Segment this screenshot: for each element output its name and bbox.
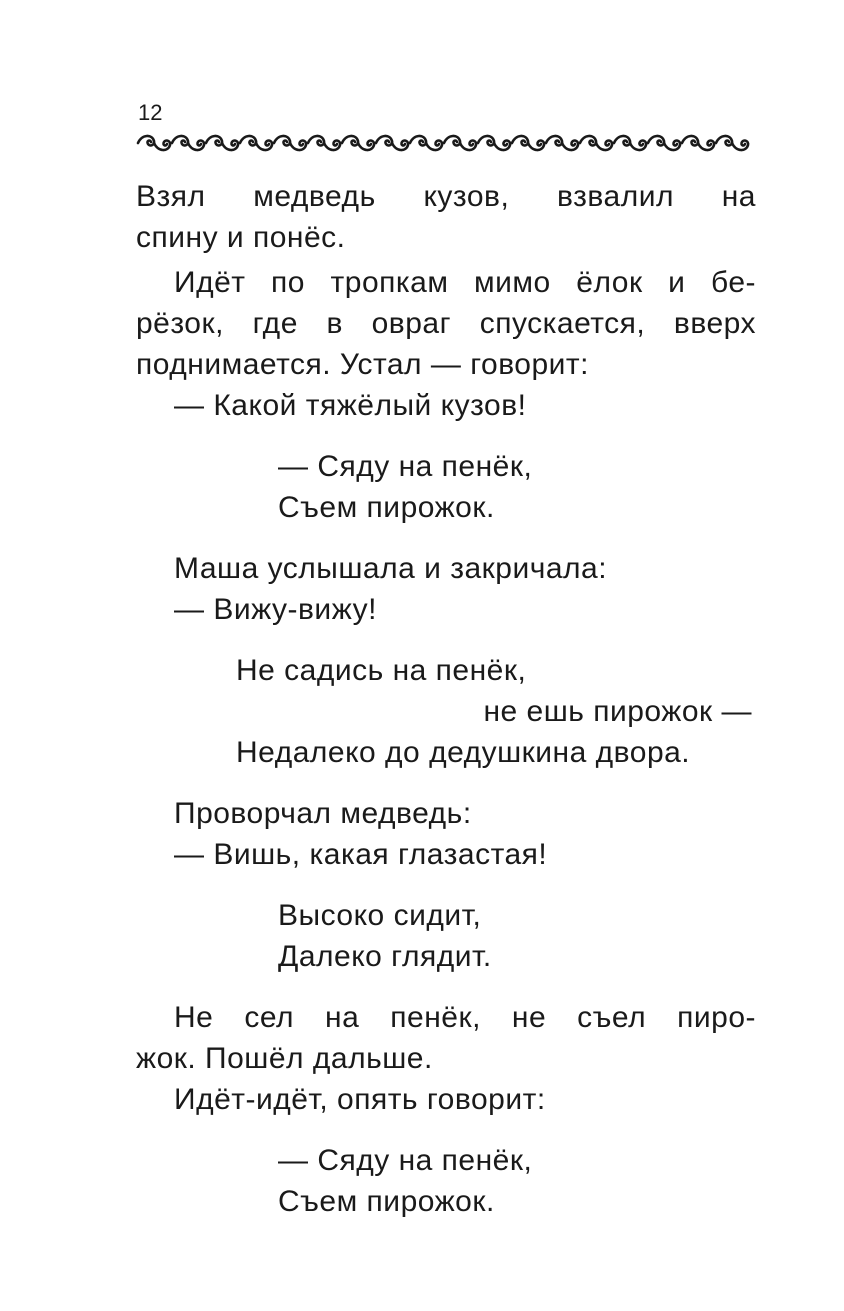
paragraph-bear-grumbled: Проворчал медведь: <box>174 797 472 830</box>
verse-4-line-2: Съем пирожок. <box>278 1185 495 1218</box>
ornament-scroll-icon <box>206 136 238 150</box>
ornament-scroll-icon <box>716 136 748 150</box>
page-number: 12 <box>138 100 163 125</box>
ornament-scroll-icon <box>342 136 374 150</box>
text-column <box>136 176 756 1222</box>
verse-3-line-1: Высоко сидит, <box>278 899 482 932</box>
ornament-scroll-icon <box>410 136 442 150</box>
dialogue-line-heavy-basket: — Какой тяжёлый кузов! <box>174 389 527 422</box>
verse-2-line-2: не ешь пирожок — <box>483 695 752 728</box>
paragraph-1-line-1: Взял медведь кузов, взвалил на <box>136 180 756 213</box>
ornament-scroll-icon <box>308 136 340 150</box>
paragraph-2-line-1: Идёт по тропкам мимо ёлок и бе- <box>174 266 756 299</box>
paragraph-masha-heard: Маша услышала и закричала: <box>174 552 608 585</box>
verse-2-line-1: Не садись на пенёк, <box>236 654 527 687</box>
paragraph-2-line-3: поднимается. Устал — говорит: <box>136 348 590 381</box>
ornament-scroll-icon <box>274 136 306 150</box>
ornament-scroll-icon <box>376 136 408 150</box>
ornament-scroll-icon <box>682 136 714 150</box>
ornament-scroll-icon <box>512 136 544 150</box>
paragraph-walks-again: Идёт-идёт, опять говорит: <box>174 1083 546 1116</box>
paragraph-8-line-2: жок. Пошёл дальше. <box>136 1042 433 1075</box>
ornament-scroll-icon <box>240 136 272 150</box>
verse-4-line-1: — Сяду на пенёк, <box>278 1144 533 1177</box>
paragraph-1-line-2: спину и понёс. <box>136 221 346 254</box>
ornament-scroll-icon <box>478 136 510 150</box>
verse-1-line-2: Съем пирожок. <box>278 491 495 524</box>
paragraph-2-line-2: рёзок, где в овраг спускается, вверх <box>136 307 756 340</box>
ornament-scroll-icon <box>648 136 680 150</box>
verse-1-line-1: — Сяду на пенёк, <box>278 450 533 483</box>
ornament-scroll-icon <box>614 136 646 150</box>
verse-3-line-2: Далеко глядит. <box>278 940 492 973</box>
paragraph-8-line-1: Не сел на пенёк, не съел пиро- <box>174 1001 756 1034</box>
ornament-scroll-icon <box>444 136 476 150</box>
ornament-scroll-icon <box>546 136 578 150</box>
ornament-scroll-icon <box>172 136 204 150</box>
dialogue-line-sharp-eyed: — Вишь, какая глазастая! <box>174 838 548 871</box>
decorative-scroll-border-icon <box>136 130 756 156</box>
ornament-scroll-icon <box>580 136 612 150</box>
dialogue-line-i-see: — Вижу-вижу! <box>174 593 377 626</box>
ornament-scroll-icon <box>138 136 170 150</box>
verse-2-line-3: Недалеко до дедушкина двора. <box>236 736 691 769</box>
